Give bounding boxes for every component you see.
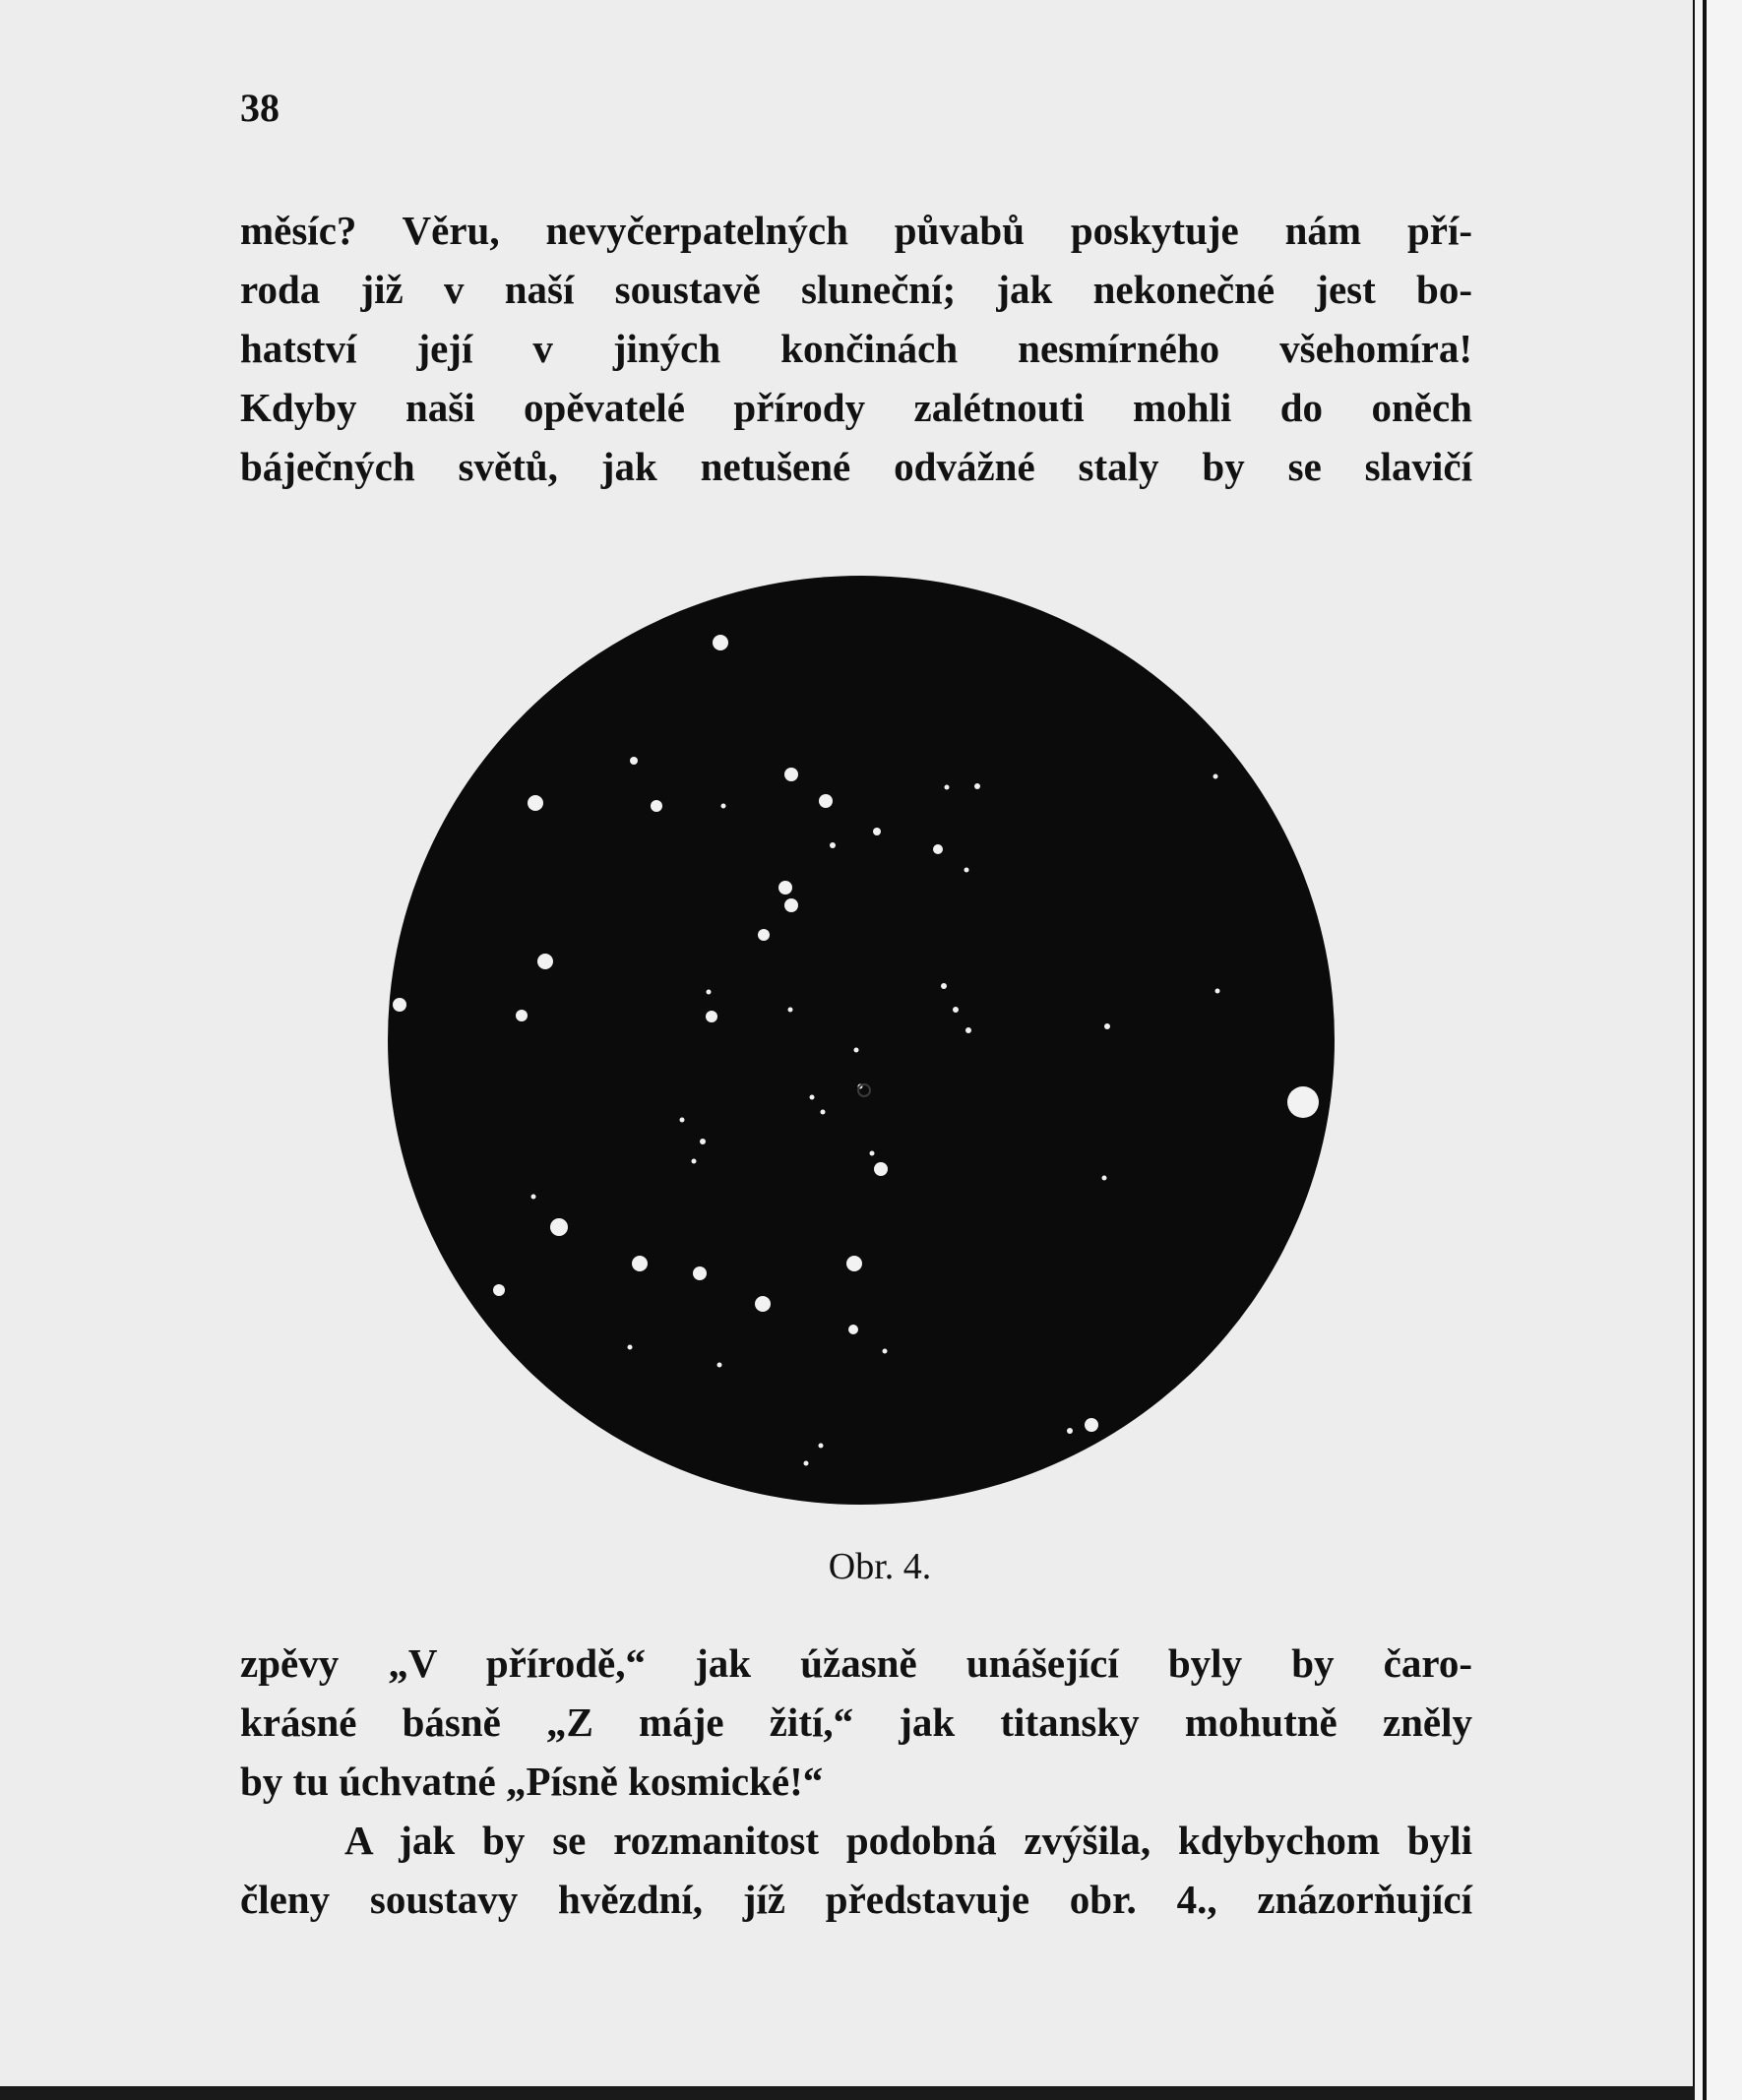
- text-line: by tu úchvatné „Písně kosmické!“: [240, 1759, 824, 1804]
- bottom-paragraph: [240, 1634, 1472, 1929]
- top-paragraph: [240, 201, 1472, 496]
- adjacent-page-edge: [1695, 0, 1742, 2100]
- figure-caption: Obr. 4.: [828, 1546, 932, 1587]
- text-line: báječných světů, jak netušené odvážné staly by se slavičí: [240, 444, 1472, 489]
- text-line: Kdyby naši opěvatelé přírody zalétnouti mohli do oněch: [240, 385, 1472, 430]
- text-line: A jak by se rozmanitost podobná zvýšila, kdybychom byli: [344, 1818, 1472, 1863]
- star-field-illustration: [388, 575, 1335, 1506]
- night-sky-disc: [388, 576, 1335, 1505]
- text-line: členy soustavy hvězdní, jíž představuje obr. 4., znázorňující: [240, 1877, 1472, 1922]
- binding-line: [1703, 0, 1707, 2100]
- star-cluster-figure: [388, 575, 1335, 1506]
- text-line: zpěvy „V přírodě,“ jak úžasně unášející byly by čaro-: [240, 1640, 1472, 1686]
- text-line: roda již v naší soustavě sluneční; jak nekonečné jest bo-: [240, 267, 1472, 312]
- text-line: hatství její v jiných končinách nesmírného všehomíra!: [240, 326, 1472, 371]
- text-line: měsíc? Věru, nevyčerpatelných půvabů poskytuje nám pří-: [240, 208, 1472, 253]
- page-number: 38: [240, 86, 280, 130]
- text-line: krásné básně „Z máje žití,“ jak titansky mohutně zněly: [240, 1699, 1472, 1745]
